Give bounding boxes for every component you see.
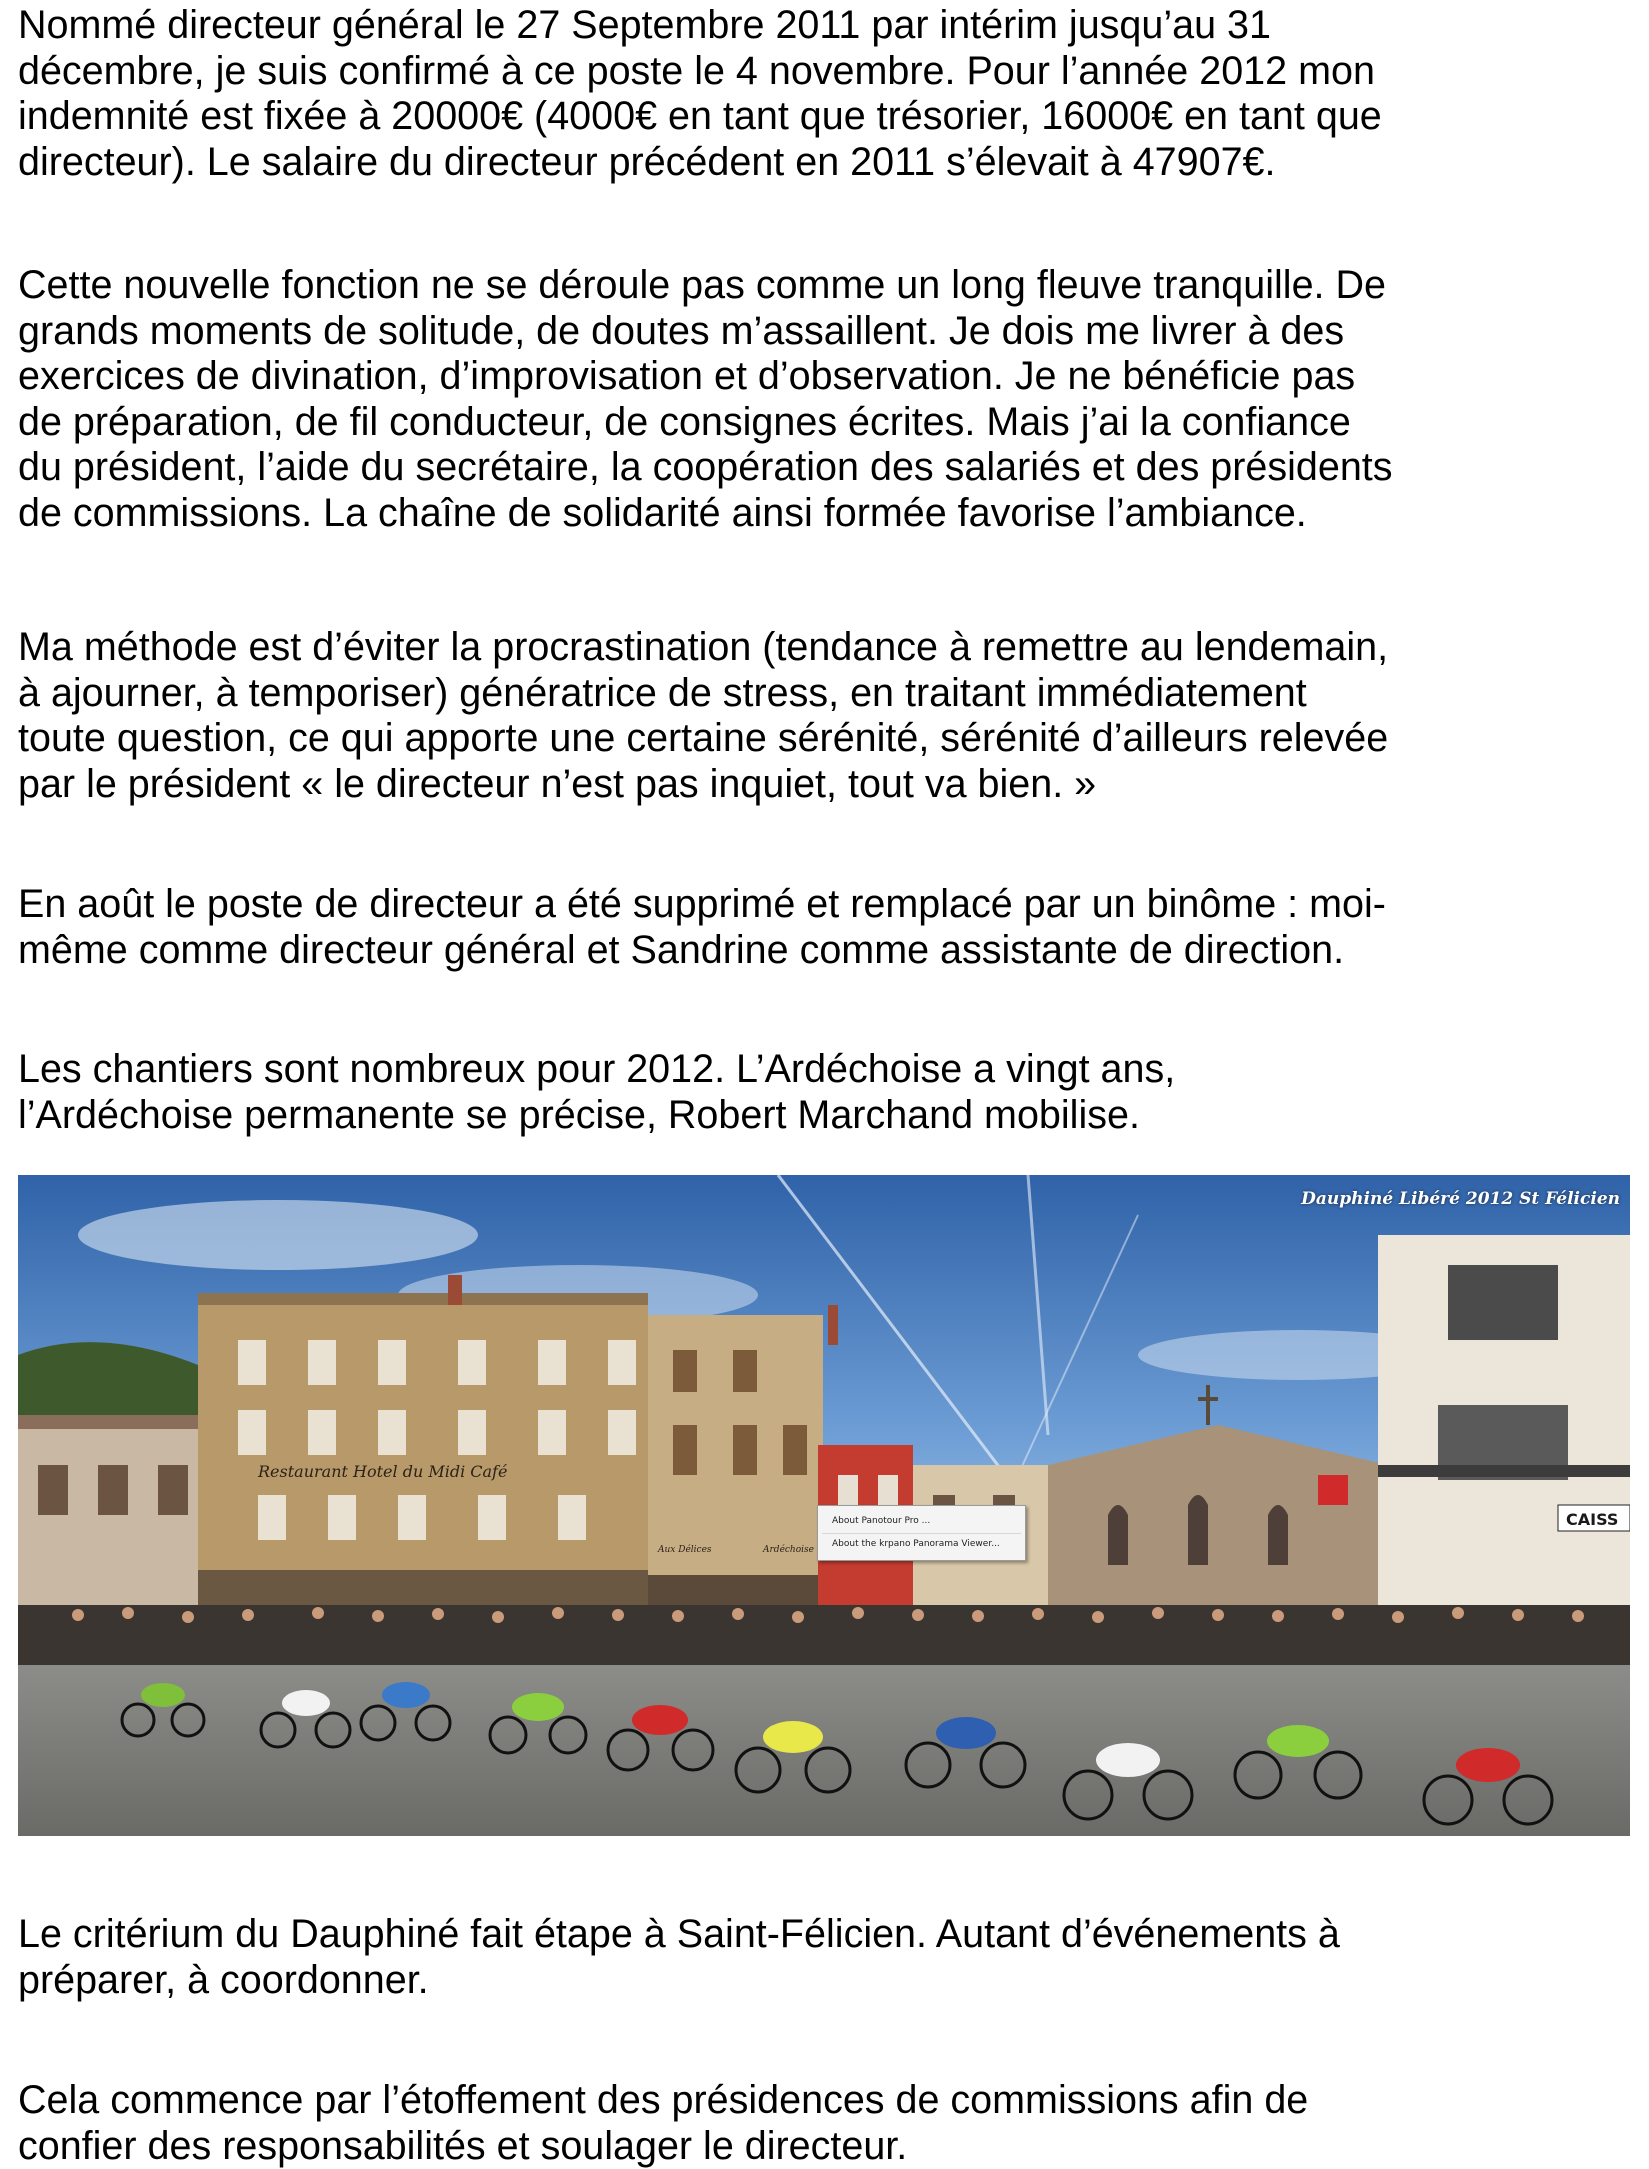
shop-sign-right: Ardéchoise [762, 1544, 814, 1555]
race-photo [18, 1175, 1630, 1836]
menu-item-about-panotour[interactable]: About Panotour Pro ... [832, 1516, 930, 1526]
text-line: du président, l’aide du secrétaire, la coopération des salariés et des présidents [18, 445, 1638, 491]
text-line: Cette nouvelle fonction ne se déroule pas comme un long fleuve tranquille. De [18, 263, 1638, 309]
context-menu [817, 1505, 1026, 1561]
text-line: indemnité est fixée à 20000€ (4000€ en tant que trésorier, 16000€ en tant que [18, 94, 1638, 140]
paragraph-appointment [18, 3, 1638, 185]
text-line: l’Ardéchoise permanente se précise, Robert Marchand mobilise. [18, 1093, 1638, 1139]
text-line: En août le poste de directeur a été supprimé et remplacé par un binôme : moi- [18, 882, 1638, 928]
photo-caption: Dauphiné Libéré 2012 St Félicien [1301, 1189, 1620, 1209]
text-line: Le critérium du Dauphiné fait étape à Saint-Félicien. Autant d’événements à [18, 1912, 1638, 1958]
paragraph-projects [18, 1047, 1638, 1138]
menu-separator [822, 1533, 1021, 1534]
text-line: grands moments de solitude, de doutes m’assaillent. Je dois me livrer à des [18, 309, 1638, 355]
text-line: préparer, à coordonner. [18, 1958, 1638, 2004]
text-line: Nommé directeur général le 27 Septembre 2011 par intérim jusqu’au 31 [18, 3, 1638, 49]
text-line: de commissions. La chaîne de solidarité ainsi formée favorise l’ambiance. [18, 491, 1638, 537]
text-line: Ma méthode est d’éviter la procrastination (tendance à remettre au lendemain, [18, 625, 1638, 671]
text-line: décembre, je suis confirmé à ce poste le 4 novembre. Pour l’année 2012 mon [18, 49, 1638, 95]
text-line: Cela commence par l’étoffement des présidences de commissions afin de [18, 2078, 1638, 2124]
text-line: exercices de divination, d’improvisation et d’observation. Je ne bénéficie pas [18, 354, 1638, 400]
crowd [18, 1605, 1630, 1675]
road [18, 1665, 1630, 1836]
shop-sign-left: Aux Délices [657, 1544, 712, 1555]
text-line: directeur). Le salaire du directeur précédent en 2011 s’élevait à 47907€. [18, 140, 1638, 186]
text-line: de préparation, de fil conducteur, de consignes écrites. Mais j’ai la confiance [18, 400, 1638, 446]
text-line: à ajourner, à temporiser) génératrice de stress, en traitant immédiatement [18, 671, 1638, 717]
paragraph-criterium [18, 1912, 1638, 2003]
menu-item-about-krpano[interactable]: About the krpano Panorama Viewer... [832, 1539, 1000, 1549]
hotel-sign: Restaurant Hotel du Midi Café [257, 1462, 507, 1481]
bank-sign: CAISS [1566, 1510, 1618, 1529]
text-line: même comme directeur général et Sandrine comme assistante de direction. [18, 928, 1638, 974]
text-line: Les chantiers sont nombreux pour 2012. L’Ardéchoise a vingt ans, [18, 1047, 1638, 1093]
text-line: confier des responsabilités et soulager le directeur. [18, 2124, 1638, 2169]
paragraph-method [18, 625, 1638, 807]
paragraph-new-function [18, 263, 1638, 536]
paragraph-commissions [18, 2078, 1638, 2169]
text-line: toute question, ce qui apporte une certaine sérénité, sérénité d’ailleurs relevée [18, 716, 1638, 762]
paragraph-august [18, 882, 1638, 973]
text-line: par le président « le directeur n’est pas inquiet, tout va bien. » [18, 762, 1638, 808]
